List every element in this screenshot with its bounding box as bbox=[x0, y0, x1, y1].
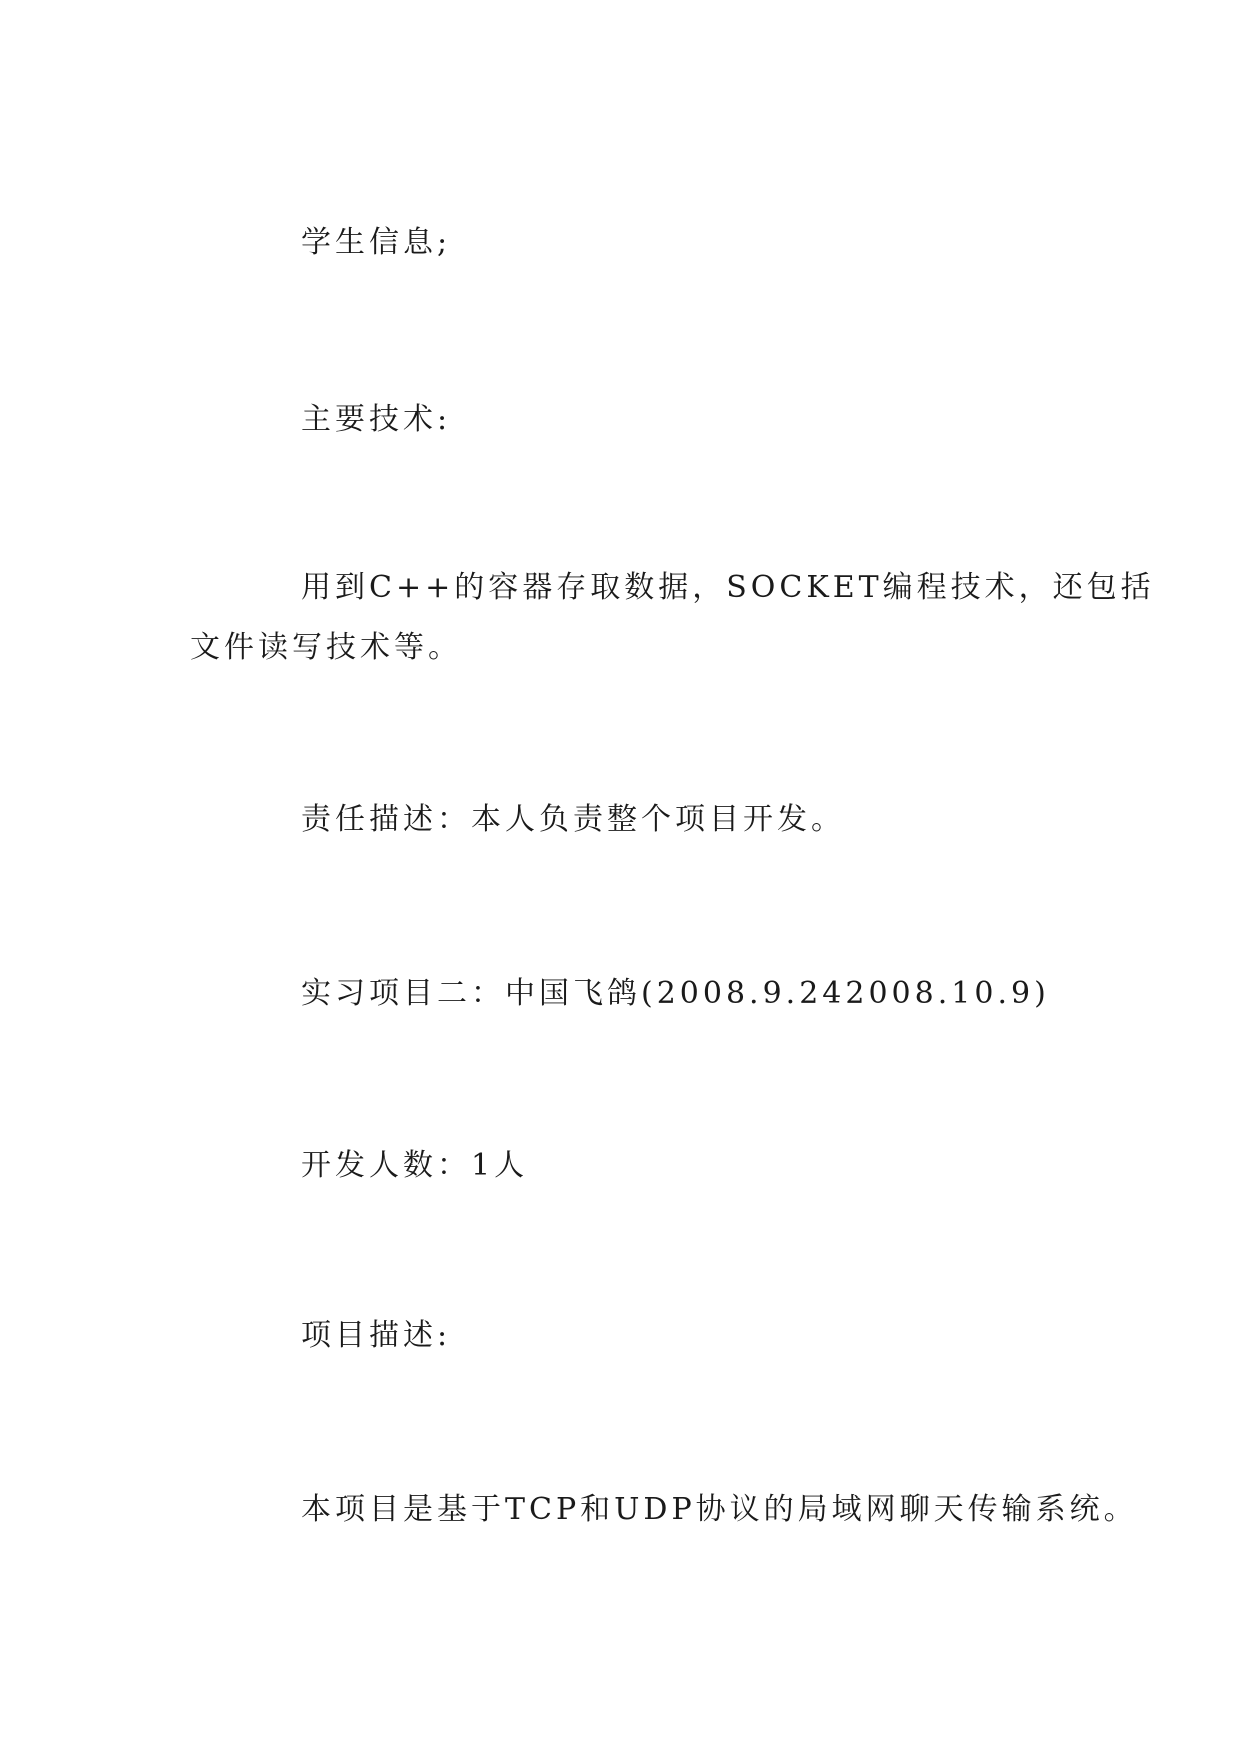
tech-paragraph-line-1: 用到C++的容器存取数据，SOCKET编程技术，还包括 bbox=[301, 570, 1155, 605]
project-description-text: 本项目是基于TCP和UDP协议的局域网聊天传输系统。 bbox=[301, 1492, 1138, 1527]
student-info-heading: 学生信息; bbox=[301, 225, 452, 260]
team-size-line: 开发人数：1人 bbox=[301, 1148, 529, 1183]
project-two-title: 实习项目二：中国飞鸽(2008.9.242008.10.9) bbox=[301, 976, 1050, 1011]
project-description-heading: 项目描述: bbox=[301, 1318, 452, 1353]
main-tech-heading: 主要技术: bbox=[301, 402, 452, 437]
tech-paragraph-line-2: 文件读写技术等。 bbox=[190, 630, 462, 665]
responsibility-line: 责任描述：本人负责整个项目开发。 bbox=[301, 802, 845, 837]
